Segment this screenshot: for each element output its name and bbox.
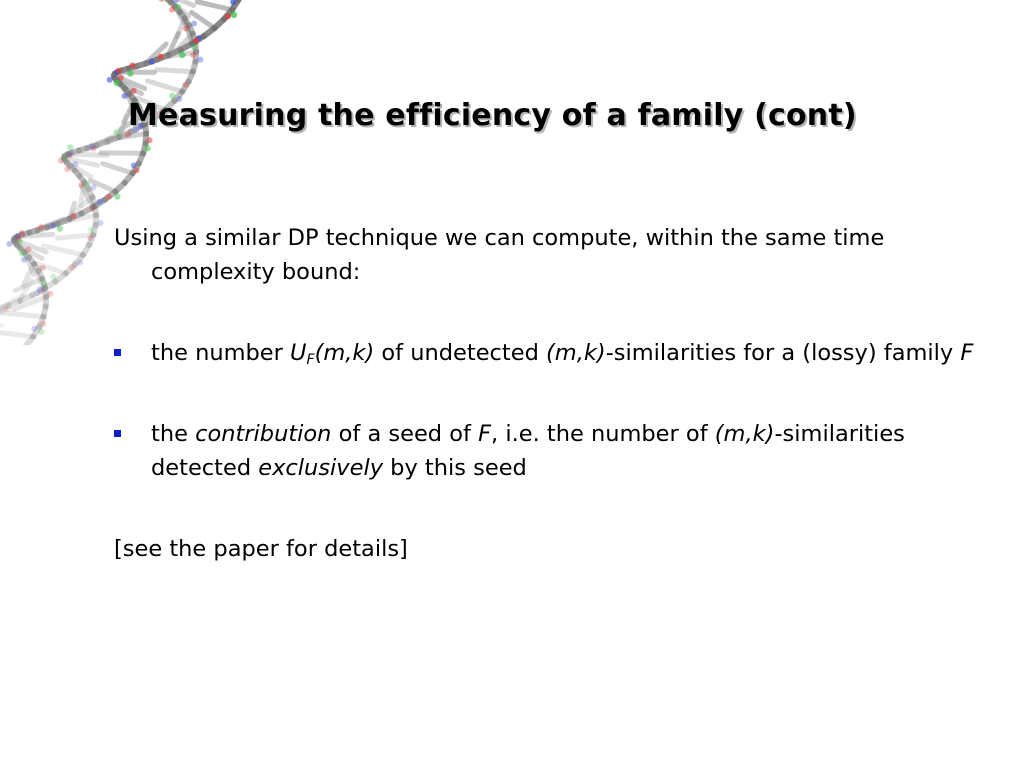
footer-note: [see the paper for details] bbox=[114, 536, 408, 562]
square-bullet-icon bbox=[114, 430, 121, 437]
slide-body bbox=[114, 221, 974, 566]
bullet-item-undetected: the number $U_F(m,k)$ of undetected (m,k)-similarities for a (lossy) family F bbox=[114, 336, 974, 370]
square-bullet-icon bbox=[114, 349, 121, 356]
slide-title: Measuring the efficiency of a family (cont) bbox=[128, 98, 857, 133]
intro-paragraph: Using a similar DP technique we can compute, within the same time complexity bound: bbox=[114, 225, 885, 285]
bullet-item-contribution: the contribution of a seed of F, i.e. the number of (m,k)-similarities detected exclusively by this seed bbox=[114, 417, 974, 485]
